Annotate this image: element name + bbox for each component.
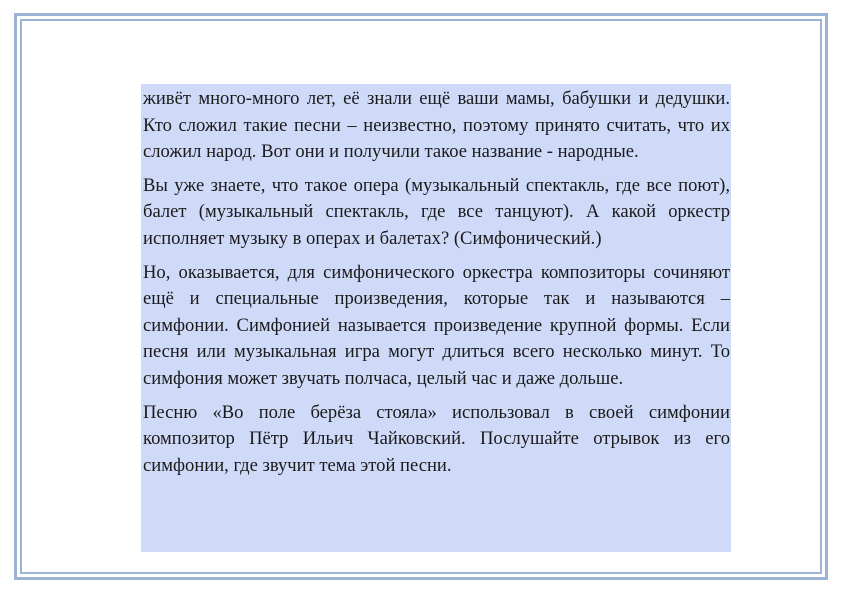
paragraph-4: Песню «Во поле берёза стояла» использовал в своей симфонии композитор Пётр Ильич Чайковский. Послушайте отрывок из его симфонии, где звучит тема этой песни. [143, 401, 730, 476]
paragraph-3: Но, оказывается, для симфонического оркестра композиторы сочиняют ещё и специальные произведения, которые так и называются – симфонии. Симфонией называется произведение крупной формы. Если песня или музыкальная игра могут длиться всего несколько минут. То симфония может звучать полчаса, целый час и даже дольше. [143, 261, 730, 389]
text-block [141, 84, 731, 552]
paragraph-1: живёт много-много лет, её знали ещё ваши мамы, бабушки и дедушки. Кто сложил такие песни – неизвестно, поэтому принято считать, что их сложил народ. Вот они и получили такое название - народные. [143, 88, 730, 163]
paragraph-2: Вы уже знаете, что такое опера (музыкальный спектакль, где все поют), балет (музыкальный спектакль, где все танцуют). А какой оркестр исполняет музыку в операх и балетах? (Симфонический.) [143, 174, 730, 249]
